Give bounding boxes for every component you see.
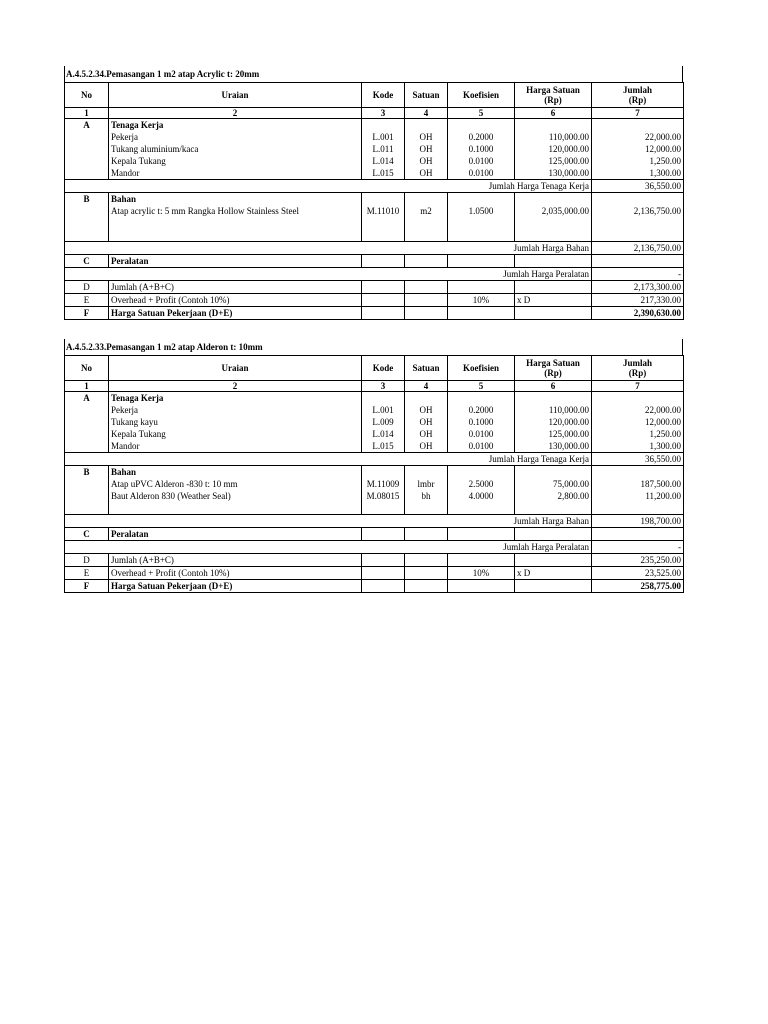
row-uraian: Mandor	[109, 440, 362, 453]
subtotal-value: 36,550.00	[592, 453, 684, 466]
table-header-row	[65, 356, 684, 381]
row-harga: 125,000.00	[515, 155, 592, 167]
header-harga-satuan: Harga Satuan (Rp)	[515, 83, 592, 108]
header-uraian: Uraian	[109, 83, 362, 108]
row-uraian: Atap uPVC Alderon -830 t: 10 mm	[109, 478, 362, 490]
row-kode: L.015	[362, 167, 405, 180]
subtotal-value: 2,136,750.00	[592, 242, 684, 255]
table-row	[65, 416, 684, 428]
col-num: 1	[65, 108, 109, 119]
col-num: 7	[592, 381, 684, 392]
group-name: Bahan	[109, 466, 362, 479]
row-f	[65, 580, 684, 593]
section-title: A.4.5.2.33.Pemasangan 1 m2 atap Alderon t: 10mm	[64, 339, 683, 355]
row-jumlah: 22,000.00	[592, 404, 684, 416]
row-f	[65, 307, 684, 320]
row-harga: 110,000.00	[515, 131, 592, 143]
header-satuan: Satuan	[405, 83, 448, 108]
group-label: C	[65, 528, 109, 541]
row-uraian: Pekerja	[109, 404, 362, 416]
group-name: Tenaga Kerja	[109, 392, 362, 405]
row-koef: 0.0100	[448, 428, 515, 440]
row-uraian: Kepala Tukang	[109, 155, 362, 167]
row-uraian: Atap acrylic t: 5 mm Rangka Hollow Stainless Steel	[109, 205, 362, 217]
row-harga: 2,035,000.00	[515, 205, 592, 217]
subtotal-label: Jumlah Harga Tenaga Kerja	[65, 453, 592, 466]
row-koef: 0.2000	[448, 131, 515, 143]
spacer-row	[65, 217, 684, 229]
row-d	[65, 281, 684, 294]
group-label: A	[65, 119, 109, 132]
row-uraian: Kepala Tukang	[109, 428, 362, 440]
row-e	[65, 567, 684, 580]
row-label: E	[65, 294, 109, 307]
group-name: Tenaga Kerja	[109, 119, 362, 132]
row-text: Harga Satuan Pekerjaan (D+E)	[109, 307, 362, 320]
header-koefisien: Koefisien	[448, 356, 515, 381]
col-num: 6	[515, 108, 592, 119]
subtotal-label: Jumlah Harga Bahan	[65, 515, 592, 528]
row-harga: 120,000.00	[515, 143, 592, 155]
header-koefisien: Koefisien	[448, 83, 515, 108]
row-uraian: Baut Alderon 830 (Weather Seal)	[109, 490, 362, 502]
header-no: No	[65, 356, 109, 381]
row-kode: M.11009	[362, 478, 405, 490]
row-value: 2,173,300.00	[592, 281, 684, 294]
header-uraian: Uraian	[109, 356, 362, 381]
row-jumlah: 11,200.00	[592, 490, 684, 502]
row-jumlah: 1,300.00	[592, 167, 684, 180]
group-row-peralatan	[65, 528, 684, 541]
row-jumlah: 2,136,750.00	[592, 205, 684, 217]
row-e	[65, 294, 684, 307]
row-kode: L.001	[362, 404, 405, 416]
header-kode: Kode	[362, 356, 405, 381]
subtotal-row-peralatan	[65, 541, 684, 554]
row-koef: 0.0100	[448, 167, 515, 180]
row-harga: x D	[515, 567, 592, 580]
subtotal-value: -	[592, 541, 684, 554]
row-harga: 130,000.00	[515, 440, 592, 453]
analysis-table	[64, 82, 684, 320]
row-koef: 2.5000	[448, 478, 515, 490]
row-koef: 10%	[448, 294, 515, 307]
row-harga: 2,800.00	[515, 490, 592, 502]
col-num: 1	[65, 381, 109, 392]
row-kode: L.015	[362, 440, 405, 453]
section-title: A.4.5.2.34.Pemasangan 1 m2 atap Acrylic t: 20mm	[64, 66, 683, 82]
row-text: Jumlah (A+B+C)	[109, 281, 362, 294]
row-value: 2,390,630.00	[592, 307, 684, 320]
row-jumlah: 1,250.00	[592, 155, 684, 167]
analysis-table	[64, 355, 684, 593]
row-text: Jumlah (A+B+C)	[109, 554, 362, 567]
row-koef: 1.0500	[448, 205, 515, 217]
row-satuan: OH	[405, 131, 448, 143]
table-row	[65, 167, 684, 180]
row-koef: 0.0100	[448, 155, 515, 167]
subtotal-row-tenaga	[65, 453, 684, 466]
col-num: 3	[362, 108, 405, 119]
group-row-bahan	[65, 466, 684, 479]
header-jumlah: Jumlah (Rp)	[592, 83, 684, 108]
subtotal-row-bahan	[65, 242, 684, 255]
table-row	[65, 490, 684, 502]
row-kode: M.11010	[362, 205, 405, 217]
spacer-row	[65, 229, 684, 242]
row-koef: 0.0100	[448, 440, 515, 453]
column-number-row	[65, 108, 684, 119]
row-kode: M.08015	[362, 490, 405, 502]
row-harga: 110,000.00	[515, 404, 592, 416]
row-koef: 0.2000	[448, 404, 515, 416]
subtotal-value: 198,700.00	[592, 515, 684, 528]
column-number-row	[65, 381, 684, 392]
group-name: Peralatan	[109, 528, 362, 541]
row-satuan: OH	[405, 416, 448, 428]
spacer-row	[65, 502, 684, 515]
row-koef: 4.0000	[448, 490, 515, 502]
row-jumlah: 1,300.00	[592, 440, 684, 453]
table-row	[65, 143, 684, 155]
analysis-section-acrylic	[64, 66, 683, 320]
table-row	[65, 205, 684, 217]
row-harga: x D	[515, 294, 592, 307]
header-no: No	[65, 83, 109, 108]
table-header-row	[65, 83, 684, 108]
row-satuan: bh	[405, 490, 448, 502]
col-num: 7	[592, 108, 684, 119]
row-label: E	[65, 567, 109, 580]
row-harga: 75,000.00	[515, 478, 592, 490]
row-kode: L.011	[362, 143, 405, 155]
subtotal-row-tenaga	[65, 180, 684, 193]
row-satuan: m2	[405, 205, 448, 217]
analysis-section-alderon	[64, 339, 683, 593]
row-value: 235,250.00	[592, 554, 684, 567]
table-row	[65, 428, 684, 440]
group-name: Bahan	[109, 193, 362, 206]
row-jumlah: 12,000.00	[592, 416, 684, 428]
header-kode: Kode	[362, 83, 405, 108]
row-satuan: OH	[405, 440, 448, 453]
header-jumlah: Jumlah (Rp)	[592, 356, 684, 381]
col-num: 4	[405, 108, 448, 119]
group-label: B	[65, 193, 109, 206]
row-value: 217,330.00	[592, 294, 684, 307]
row-jumlah: 12,000.00	[592, 143, 684, 155]
row-jumlah: 1,250.00	[592, 428, 684, 440]
row-kode: L.014	[362, 155, 405, 167]
group-row-bahan	[65, 193, 684, 206]
row-label: F	[65, 307, 109, 320]
row-label: D	[65, 554, 109, 567]
row-satuan: OH	[405, 428, 448, 440]
row-koef: 0.1000	[448, 143, 515, 155]
group-row-peralatan	[65, 255, 684, 268]
row-koef: 0.1000	[448, 416, 515, 428]
row-text: Overhead + Profit (Contoh 10%)	[109, 294, 362, 307]
col-num: 2	[109, 381, 362, 392]
subtotal-value: -	[592, 268, 684, 281]
table-row	[65, 440, 684, 453]
col-num: 3	[362, 381, 405, 392]
row-uraian: Pekerja	[109, 131, 362, 143]
row-satuan: lmbr	[405, 478, 448, 490]
group-row-tenaga	[65, 392, 684, 405]
header-harga-satuan: Harga Satuan (Rp)	[515, 356, 592, 381]
row-jumlah: 187,500.00	[592, 478, 684, 490]
subtotal-label: Jumlah Harga Bahan	[65, 242, 592, 255]
row-text: Harga Satuan Pekerjaan (D+E)	[109, 580, 362, 593]
group-name: Peralatan	[109, 255, 362, 268]
group-label: B	[65, 466, 109, 479]
col-num: 5	[448, 108, 515, 119]
row-harga: 120,000.00	[515, 416, 592, 428]
row-value: 23,525.00	[592, 567, 684, 580]
row-kode: L.001	[362, 131, 405, 143]
row-uraian: Tukang aluminium/kaca	[109, 143, 362, 155]
row-satuan: OH	[405, 155, 448, 167]
row-kode: L.014	[362, 428, 405, 440]
subtotal-label: Jumlah Harga Peralatan	[65, 541, 592, 554]
row-harga: 130,000.00	[515, 167, 592, 180]
group-label: A	[65, 392, 109, 405]
header-satuan: Satuan	[405, 356, 448, 381]
subtotal-row-bahan	[65, 515, 684, 528]
col-num: 2	[109, 108, 362, 119]
row-uraian: Mandor	[109, 167, 362, 180]
group-label: C	[65, 255, 109, 268]
subtotal-row-peralatan	[65, 268, 684, 281]
row-text: Overhead + Profit (Contoh 10%)	[109, 567, 362, 580]
row-label: D	[65, 281, 109, 294]
row-value: 258,775.00	[592, 580, 684, 593]
col-num: 5	[448, 381, 515, 392]
table-row	[65, 478, 684, 490]
row-satuan: OH	[405, 143, 448, 155]
row-uraian: Tukang kayu	[109, 416, 362, 428]
subtotal-value: 36,550.00	[592, 180, 684, 193]
table-row	[65, 131, 684, 143]
row-label: F	[65, 580, 109, 593]
table-row	[65, 155, 684, 167]
row-koef: 10%	[448, 567, 515, 580]
row-harga: 125,000.00	[515, 428, 592, 440]
row-jumlah: 22,000.00	[592, 131, 684, 143]
row-d	[65, 554, 684, 567]
col-num: 4	[405, 381, 448, 392]
col-num: 6	[515, 381, 592, 392]
subtotal-label: Jumlah Harga Peralatan	[65, 268, 592, 281]
row-satuan: OH	[405, 167, 448, 180]
table-row	[65, 404, 684, 416]
group-row-tenaga	[65, 119, 684, 132]
row-kode: L.009	[362, 416, 405, 428]
row-satuan: OH	[405, 404, 448, 416]
subtotal-label: Jumlah Harga Tenaga Kerja	[65, 180, 592, 193]
